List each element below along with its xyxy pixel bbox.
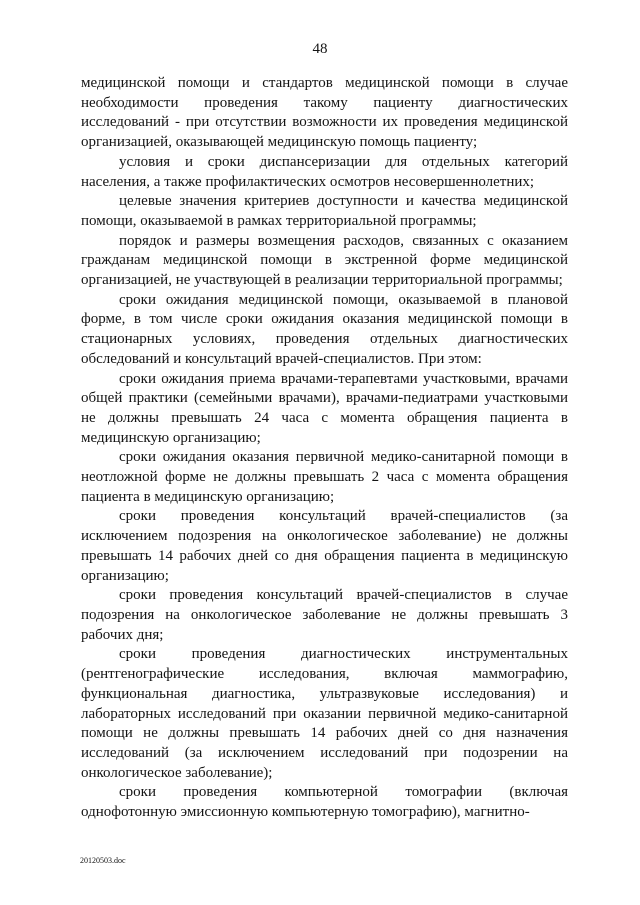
paragraph-target-values: целевые значения критериев доступности и качества медицинской помощи, оказываемой в рамках территориальной программы; <box>81 193 568 229</box>
file-reference: 20120503.doc <box>80 856 126 865</box>
paragraph-dispensary-conditions: условия и сроки диспансеризации для отдельных категорий населения, а также профилактических осмотров несовершеннолетних; <box>81 153 568 190</box>
paragraph-continuation: медицинской помощи и стандартов медицинской помощи в случае необходимости проведения такому пациенту диагностических исследований - при отсутствии возможности их проведения медицинской организацией, оказывающей медицинскую помощь пациенту; <box>81 75 568 151</box>
paragraph-oncology-consultations: сроки проведения консультаций врачей-специалистов в случае подозрения на онкологическое заболевание не должны превышать 3 рабочих дня; <box>81 587 568 643</box>
paragraph-waiting-times: сроки ожидания медицинской помощи, оказываемой в плановой форме, в том числе сроки ожидания оказания медицинской помощи в стационарных условиях, проведения отдельных диагностических обследований и консультаций врачей-специалистов. При этом: <box>81 291 568 367</box>
paragraph-tomography: сроки проведения компьютерной томографии (включая однофотонную эмиссионную компьютерную томографию), магнитно- <box>81 784 568 821</box>
paragraph-diagnostic-studies: сроки проведения диагностических инструментальных (рентгенографические исследования, включая маммографию, функциональная диагностика, ультразвуковые исследования) и лабораторных исследований при оказании первичной медико-санитарной помощи не должны превышать 14 рабочих дней со дня назначения исследований (за исключением исследований при подозрении на онкологическое заболевание); <box>81 646 568 781</box>
page-number: 48 <box>312 41 328 57</box>
paragraph-specialist-consultations: сроки проведения консультаций врачей-специалистов (за исключением подозрения на онкологическое заболевание) не должны превышать 14 рабочих дней со дня обращения пациента в медицинскую организацию; <box>81 508 568 584</box>
paragraph-reimbursement: порядок и размеры возмещения расходов, связанных с оказанием гражданам медицинской помощи в экстренной форме медицинской организацией, не участвующей в реализации территориальной программы; <box>81 232 568 289</box>
paragraph-therapist-waiting: сроки ожидания приема врачами-терапевтами участковыми, врачами общей практики (семейными врачами), врачами-педиатрами участковыми не должны превышать 24 часа с момента обращения пациента в медицинскую организацию; <box>81 370 568 446</box>
paragraph-urgent-care: сроки ожидания оказания первичной медико-санитарной помощи в неотложной форме не должны превышать 2 часа с момента обращения пациента в медицинскую организацию; <box>81 449 568 505</box>
document-body <box>81 74 568 823</box>
